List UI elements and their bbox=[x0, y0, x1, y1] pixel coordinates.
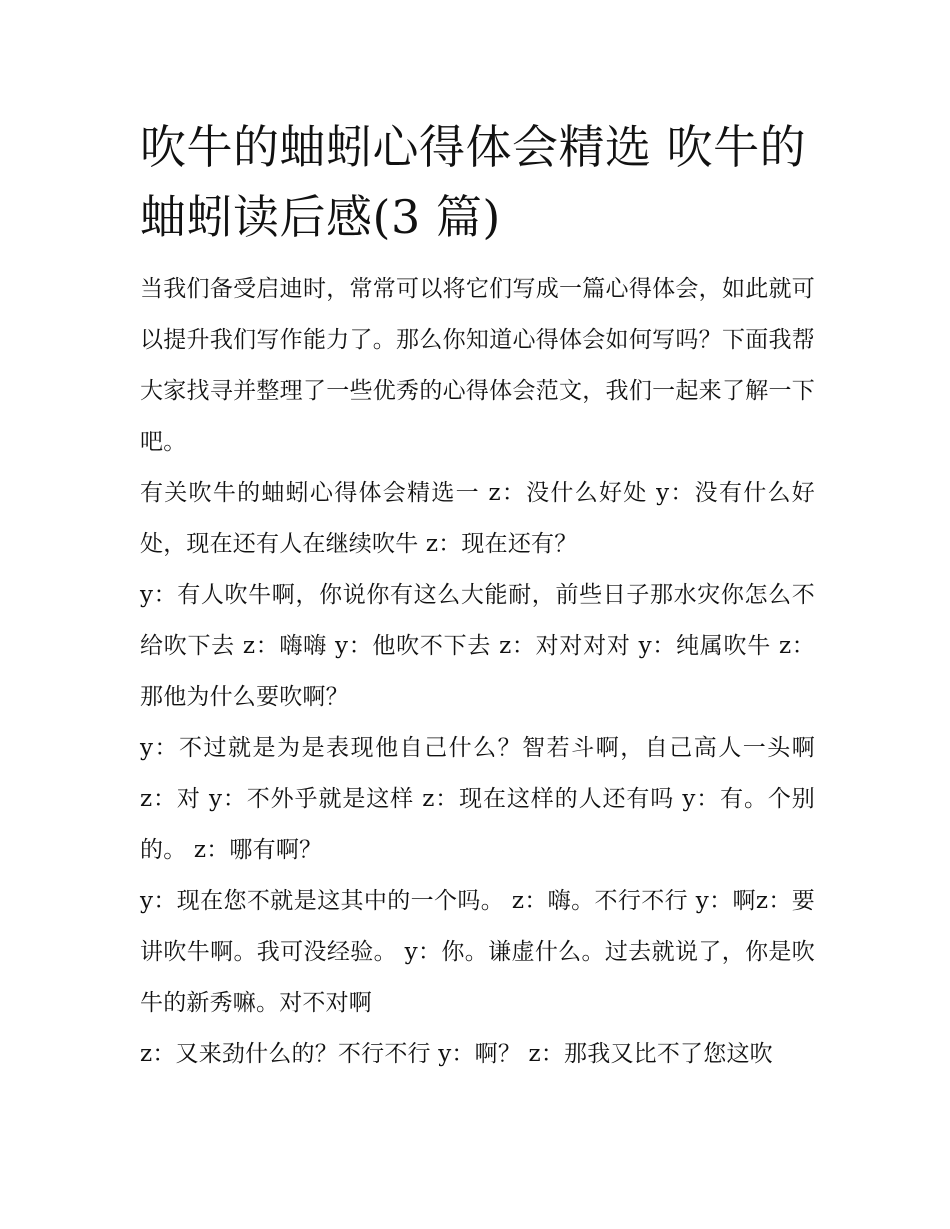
paragraph-section-one: 有关吹牛的蚰蚓心得体会精选一 z：没什么好处 y：没有什么好处，现在还有人在继续吹牛 z：现在还有？ bbox=[140, 480, 815, 557]
paragraph-dialogue-3: y：现在您不就是这其中的一个吗。 z：嗨。不行不行 y：啊z：要讲吹牛啊。我可没经验。 y：你。谦虚什么。过去就说了，你是吹牛的新秀嘛。对不对啊 bbox=[140, 888, 815, 1016]
document-title: 吹牛的蚰蚓心得体会精选 吹牛的蚰蚓读后感(3 篇) bbox=[140, 120, 807, 244]
paragraph-dialogue-2: y：不过就是为是表现他自己什么？智若斗啊，自己高人一头啊 z：对 y：不外乎就是这样 z：现在这样的人还有吗 y：有。个别的。 z：哪有啊？ bbox=[140, 735, 815, 863]
paragraph-intro: 当我们备受启迪时，常常可以将它们写成一篇心得体会，如此就可以提升我们写作能力了。那么你知道心得体会如何写吗？下面我帮大家找寻并整理了一些优秀的心得体会范文，我们一起来了解一下吧。 bbox=[140, 276, 815, 455]
paragraph-dialogue-4: z：又来劲什么的？不行不行 y：啊？ z：那我又比不了您这吹 bbox=[140, 1041, 773, 1067]
paragraph-dialogue-1: y：有人吹牛啊，你说你有这么大能耐，前些日子那水灾你怎么不给吹下去 z：嗨嗨 y：他吹不下去 z：对对对对 y：纯属吹牛 z：那他为什么要吹啊？ bbox=[140, 582, 815, 710]
document-content bbox=[140, 112, 815, 1080]
